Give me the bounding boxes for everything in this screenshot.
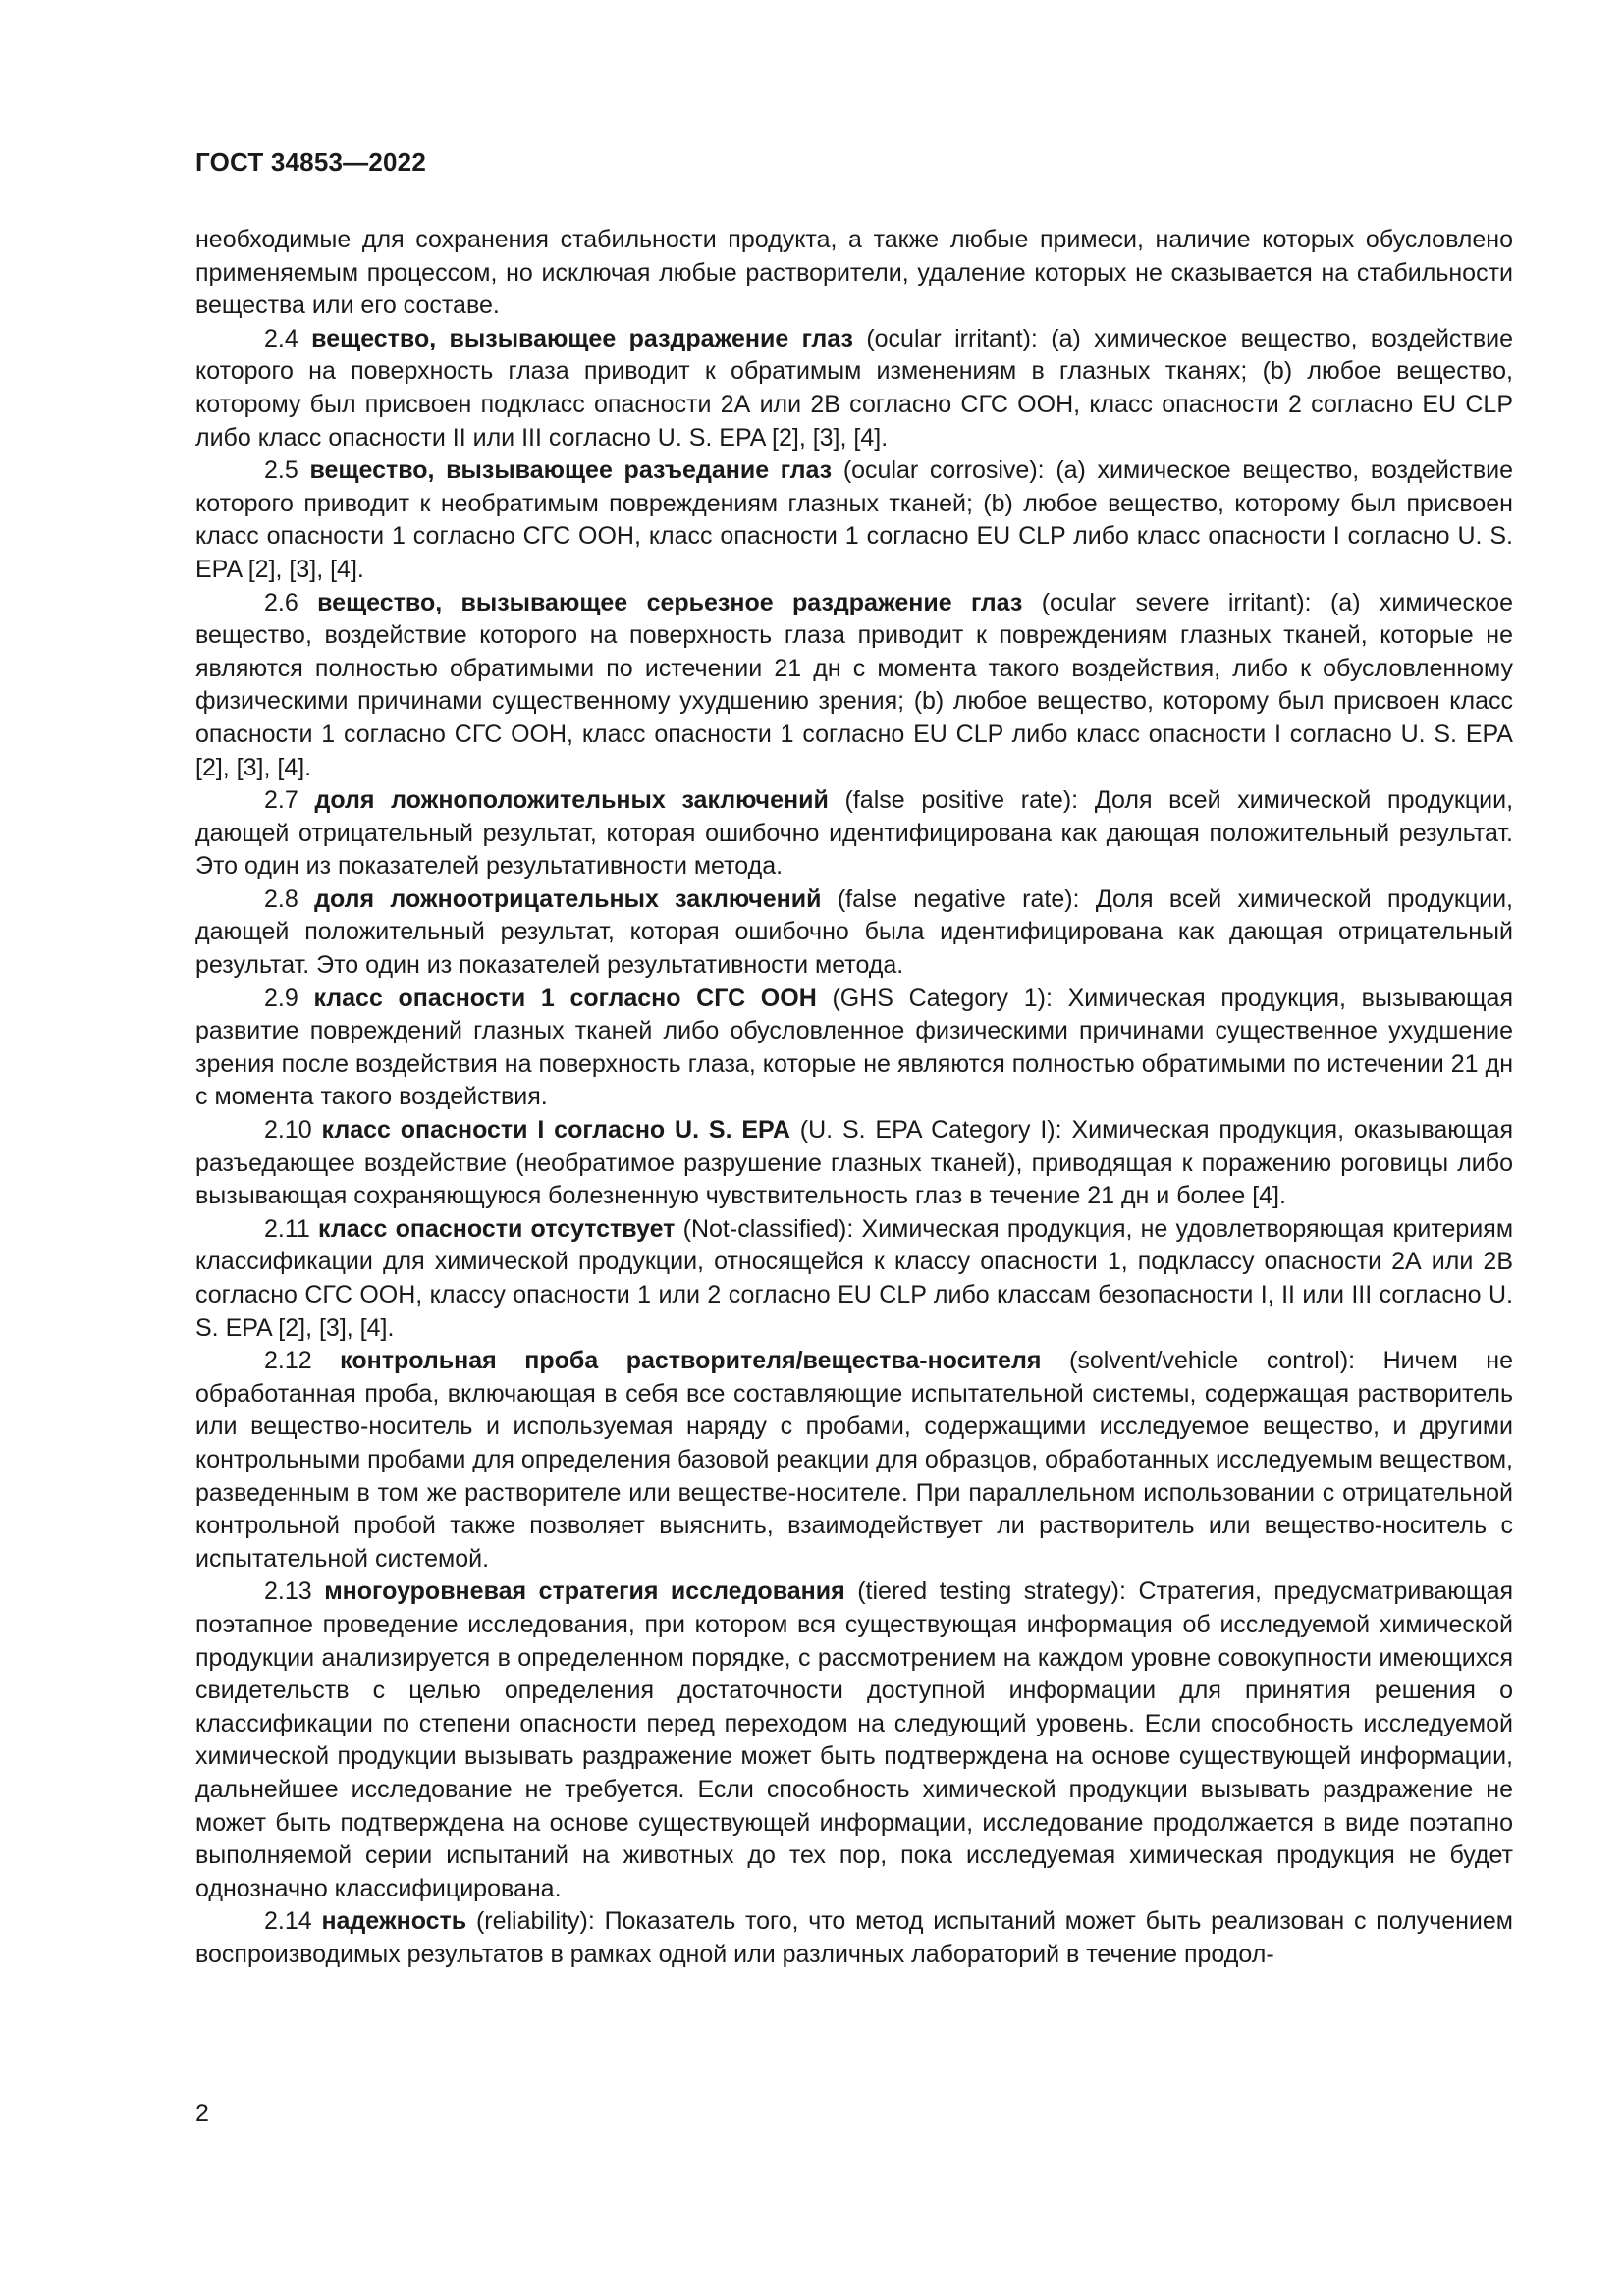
- definition-paragraph: [195, 784, 1513, 883]
- definition-text: Показатель того, что метод испытаний может быть реализован с получением воспроизводимых результатов в рамках одной или различных лабораторий в течение продол-: [195, 1907, 1513, 1968]
- definition-term: класс опасности I согласно U. S. EPA: [321, 1116, 790, 1145]
- definition-number: 2.9: [264, 984, 298, 1012]
- definition-english-term: (GHS Category 1):: [832, 984, 1053, 1012]
- page-number: 2: [195, 2100, 209, 2127]
- definition-english-term: (reliability):: [475, 1907, 595, 1936]
- definition-number: 2.6: [264, 588, 298, 616]
- definition-term: вещество, вызывающее раздражение глаз: [311, 324, 853, 352]
- definition-english-term: (U. S. EPA Category I):: [799, 1116, 1062, 1145]
- document-body: [195, 224, 1513, 1971]
- definition-text: Доля всей химической продукции, дающей отрицательный результат, которая ошибочно идентифицирована как дающая положительный результат. Это один из показателей результативности метода.: [195, 786, 1514, 881]
- definition-term: многоуровневая стратегия исследования: [324, 1577, 845, 1606]
- definition-paragraph: [195, 983, 1513, 1114]
- definition-number: 2.8: [264, 884, 298, 913]
- definition-english-term: (ocular severe irritant):: [1041, 588, 1312, 616]
- definition-text: Доля всей химической продукции, дающей положительный результат, которая ошибочно была идентифицирована как дающая отрицательный результат. Это один из показателей результативности метода.: [195, 884, 1513, 980]
- definition-paragraph: [195, 323, 1513, 454]
- definition-english-term: (false positive rate):: [844, 786, 1079, 815]
- definition-paragraph: [195, 1345, 1513, 1575]
- definition-paragraph: [195, 1114, 1513, 1213]
- definition-term: класс опасности отсутствует: [318, 1214, 676, 1243]
- definition-english-term: (ocular corrosive):: [842, 456, 1045, 485]
- definition-paragraph: [195, 454, 1513, 586]
- definition-term: вещество, вызывающее серьезное раздражение глаз: [317, 588, 1023, 616]
- definition-number: 2.12: [264, 1347, 312, 1375]
- definition-term: класс опасности 1 согласно СГС ООН: [313, 984, 817, 1012]
- definition-term: контрольная проба растворителя/вещества-носителя: [340, 1347, 1042, 1375]
- definition-number: 2.4: [264, 324, 298, 352]
- document-header: ГОСТ 34853—2022: [195, 147, 426, 177]
- definition-number: 2.10: [264, 1116, 312, 1145]
- definition-text: Химическая продукция, не удовлетворяющая критериям классификации для химической продукции, относящейся к классу опасности 1, подклассу опасности 2А или 2В согласно СГС ООН, классу опасности 1 или 2 согласно EU CLP либо классам безопасности I, II или III согласно U. S. EPA [2], [3], [4].: [195, 1214, 1514, 1342]
- definition-english-term: (Not-classified):: [682, 1214, 854, 1243]
- definition-text: Ничем не обработанная проба, включающая в себя все составляющие испытательной системы, содержащая растворитель или вещество-носитель и используемая наряду с пробами, содержащими исследуемое вещество, и другими контрольными пробами для определения базовой реакции для образцов, обработанных исследуемым веществом, разведенным в том же растворителе или веществе-носителе. При параллельном использовании с отрицательной контрольной пробой также позволяет выяснить, взаимодействует ли растворитель или вещество-носитель с испытательной системой.: [195, 1347, 1513, 1573]
- definition-text: Химическая продукция, вызывающая развитие повреждений глазных тканей либо обусловленное физическими причинами существенное ухудшение зрения после воздействия на поверхность глаза, которые не являются полностью обратимыми по истечении 21 дн с момента такого воздействия.: [195, 984, 1513, 1111]
- definition-paragraph: [195, 1213, 1513, 1345]
- definition-text: (a) химическое вещество, воздействие которого на поверхность глаза приводит к обратимым изменениям в глазных тканях; (b) любое вещество, которому был присвоен подкласс опасности 2А или 2В согласно СГС ООН, класс опасности 2 согласно EU CLP либо класс опасности II или III согласно U. S. EPA [2], [3], [4].: [195, 324, 1514, 452]
- definition-english-term: (solvent/vehicle control):: [1069, 1347, 1356, 1375]
- definition-paragraph: [195, 587, 1513, 785]
- definition-english-term: (ocular irritant):: [866, 324, 1038, 352]
- definition-number: 2.11: [264, 1214, 310, 1243]
- definition-number: 2.5: [264, 456, 298, 485]
- definition-term: доля ложноотрицательных заключений: [314, 884, 822, 913]
- intro-paragraph: необходимые для сохранения стабильности продукта, а также любые примеси, наличие которых обусловлено применяемым процессом, но исключая любые растворители, удаление которых не сказывается на стабильности вещества или его составе.: [195, 226, 1513, 320]
- definition-text: (a) химическое вещество, воздействие которого приводит к необратимым повреждениям глазных тканей; (b) любое вещество, которому был присвоен класс опасности 1 согласно СГС ООН, класс опасности 1 согласно EU CLP либо класс опасности I согласно U. S. EPA [2], [3], [4].: [195, 456, 1513, 583]
- definition-number: 2.7: [264, 786, 298, 815]
- definition-paragraph: [195, 1905, 1513, 1971]
- definition-text: Стратегия, предусматривающая поэтапное проведение исследования, при котором вся существующая информация об исследуемой химической продукции анализируется в определенном порядке, с рассмотрением на каждом уровне совокупности имеющихся свидетельств с целью определения достаточности доступной информации для принятия решения о классификации по степени опасности перед переходом на следующий уровень. Если способность исследуемой химической продукции вызывать раздражение может быть подтверждена на основе существующей информации, дальнейшее исследование не требуется. Если способность химической продукции вызывать раздражение не может быть подтверждена на основе существующей информации, исследование продолжается в виде поэтапно выполняемой серии испытаний на животных до тех пор, пока исследуемая химическая продукция не будет однозначно классифицирована.: [195, 1577, 1514, 1902]
- definition-english-term: (false negative rate):: [837, 884, 1080, 913]
- definitions-list: [195, 323, 1513, 1972]
- definition-english-term: (tiered testing strategy):: [857, 1577, 1126, 1606]
- definition-number: 2.14: [264, 1907, 312, 1936]
- definition-term: вещество, вызывающее разъедание глаз: [309, 456, 833, 485]
- definition-paragraph: [195, 1575, 1513, 1905]
- definition-term: надежность: [321, 1907, 467, 1936]
- definition-term: доля ложноположительных заключений: [314, 786, 829, 815]
- definition-number: 2.13: [264, 1577, 312, 1606]
- definition-text: Химическая продукция, оказывающая разъедающее воздействие (необратимое разрушение глазных тканей), приводящая к поражению роговицы либо вызывающая сохраняющуюся болезненную чувствительность глаз в течение 21 дн и более [4].: [195, 1116, 1513, 1210]
- definition-text: (a) химическое вещество, воздействие которого на поверхность глаза приводит к повреждениям глазных тканей, которые не являются полностью обратимыми по истечении 21 дн с момента такого воздействия, либо к обусловленному физическими причинами существенному ухудшению зрения; (b) любое вещество, которому был присвоен класс опасности 1 согласно СГС ООН, класс опасности 1 согласно EU CLP либо класс опасности I согласно U. S. EPA [2], [3], [4].: [195, 588, 1513, 781]
- definition-paragraph: [195, 883, 1513, 983]
